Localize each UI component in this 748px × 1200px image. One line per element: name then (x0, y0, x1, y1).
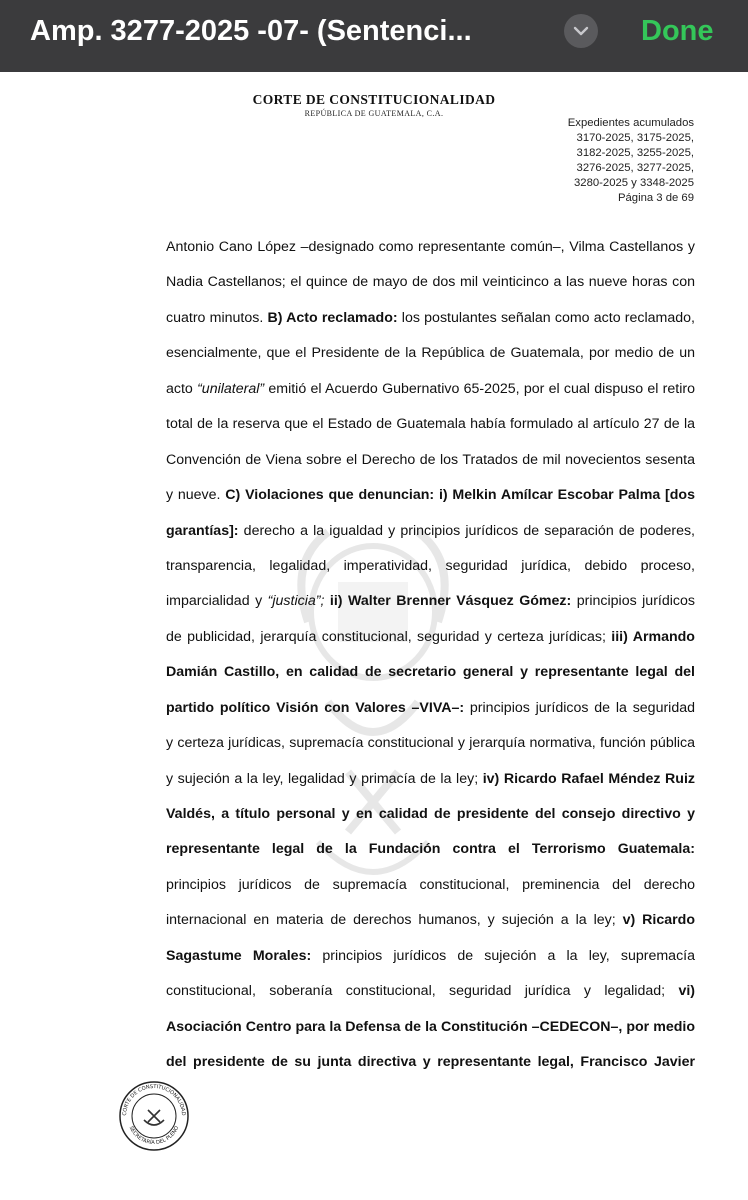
body-line (166, 451, 695, 469)
body-line (166, 1053, 695, 1071)
country-name: REPÚBLICA DE GUATEMALA, C.A. (304, 109, 444, 118)
body-line (166, 557, 695, 575)
text-run: Convención de Viena sobre el Derecho de los Tratados de mil novecientos sesenta (166, 452, 695, 468)
seal-text-top: CORTE DE CONSTITUCIONALIDAD (121, 1083, 187, 1116)
body-line (166, 238, 695, 256)
text-run: y nueve. (166, 487, 226, 503)
text-run: B) Acto reclamado: (267, 310, 398, 326)
body-line (166, 699, 695, 717)
text-run: Valdés, a título personal y en calidad de presidente del consejo directivo y (166, 806, 695, 822)
text-run: Sagastume Morales: (166, 948, 312, 964)
text-run: constitucional, soberanía constitucional, seguridad jurídica y legalidad; (166, 983, 679, 999)
text-run: Damián Castillo, en calidad de secretario general y representante legal del (166, 664, 695, 680)
expedientes-line: 3182-2025, 3255-2025, (576, 147, 694, 159)
text-run: cuatro minutos. (166, 310, 268, 326)
expedientes-line: 3170-2025, 3175-2025, (576, 132, 694, 144)
text-run: y certeza jurídicas, supremacía constitucional y jerarquía normativa, función pública (166, 735, 695, 751)
text-run: C) Violaciones que denuncian: i) Melkin Amílcar Escobar Palma [dos (225, 487, 695, 503)
text-run: esencialmente, que el Presidente de la República de Guatemala, por medio de un (166, 345, 695, 361)
text-run: vi) (678, 983, 695, 999)
top-toolbar (0, 0, 748, 72)
text-run: iv) Ricardo Rafael Méndez Ruiz (482, 771, 695, 787)
body-line (166, 380, 695, 398)
body-line (166, 486, 695, 504)
title-menu-button[interactable] (564, 14, 598, 48)
body-line (166, 522, 695, 540)
court-seal (118, 1080, 190, 1152)
text-run: representante legal de la Fundación contra el Terrorismo Guatemala: (166, 841, 695, 857)
body-line (166, 982, 695, 1000)
body-line (166, 947, 695, 965)
body-line (166, 876, 695, 894)
body-line (166, 344, 695, 362)
body-line (166, 415, 695, 433)
body-line (166, 1018, 695, 1036)
text-run: y sujeción a la ley, legalidad y primacía de la ley; (166, 771, 483, 787)
page-number: Página 3 de 69 (617, 192, 694, 204)
text-run: derecho a la igualdad y principios jurídicos de separación de poderes, (238, 523, 695, 539)
text-run: principios jurídicos (571, 593, 695, 609)
text-run: transparencia, legalidad, imperatividad, seguridad jurídica, debido proceso, (166, 558, 695, 574)
text-run: Antonio Cano López –designado como representante común–, Vilma Castellanos y (166, 239, 695, 255)
text-run: emitió el Acuerdo Gubernativo 65-2025, por el cual dispuso el retiro (264, 381, 695, 397)
text-run: internacional en materia de derechos humanos, y sujeción a la ley; (166, 912, 623, 928)
body-line (166, 770, 695, 788)
body-line (166, 805, 695, 823)
text-run: v) Ricardo (622, 912, 695, 928)
text-run: los postulantes señalan como acto reclamado, (397, 310, 695, 326)
court-name: CORTE DE CONSTITUCIONALIDAD (252, 92, 496, 107)
text-run: “justicia”; (267, 593, 325, 609)
text-run: principios jurídicos de la seguridad (464, 700, 696, 716)
expedientes-block (568, 116, 694, 206)
document-title: Amp. 3277-2025 -07- (Sentenci... (30, 15, 472, 47)
text-run: del presidente de su junta directiva y representante legal, Francisco Javier (166, 1054, 695, 1070)
text-run: principios jurídicos de sujeción a la ley, supremacía (311, 948, 695, 964)
body-line (166, 734, 695, 752)
body-line (166, 309, 695, 327)
text-run: total de la reserva que el Estado de Guatemala había formulado al artículo 27 de la (166, 416, 695, 432)
body-line (166, 628, 695, 646)
done-button[interactable]: Done (641, 15, 714, 47)
text-run: imparcialidad y (166, 593, 268, 609)
text-run: Nadia Castellanos; el quince de mayo de dos mil veinticinco a las nueve horas con (166, 274, 695, 290)
chevron-down-icon (573, 24, 589, 38)
body-line (166, 592, 695, 610)
text-run: garantías]: (166, 523, 239, 539)
expedientes-line: Expedientes acumulados (567, 117, 694, 129)
expedientes-line: 3276-2025, 3277-2025, (576, 162, 694, 174)
text-run: iii) Armando (611, 629, 695, 645)
text-run: ii) Walter Brenner Vásquez Gómez: (329, 593, 572, 609)
seal-text-bottom: SECRETARÍA DEL PLENO (127, 1125, 181, 1147)
body-line (166, 273, 695, 291)
expedientes-line: 3280-2025 y 3348-2025 (574, 177, 694, 189)
body-line (166, 840, 695, 858)
body-line (166, 663, 695, 681)
svg-text:CORTE DE CONSTITUCIONALIDAD (122, 1084, 186, 1116)
text-run: acto (166, 381, 198, 397)
body-line (166, 911, 695, 929)
text-run: partido político Visión con Valores –VIVA–: (166, 700, 465, 716)
text-run: de publicidad, jerarquía constitucional, seguridad y certeza jurídicas; (166, 629, 612, 645)
document-page[interactable] (0, 72, 748, 1200)
text-run: Asociación Centro para la Defensa de la Constitución –CEDECON–, por medio (166, 1019, 695, 1035)
text-run: “unilateral” (197, 381, 265, 397)
text-run: principios jurídicos de supremacía constitucional, preminencia del derecho (166, 877, 695, 893)
